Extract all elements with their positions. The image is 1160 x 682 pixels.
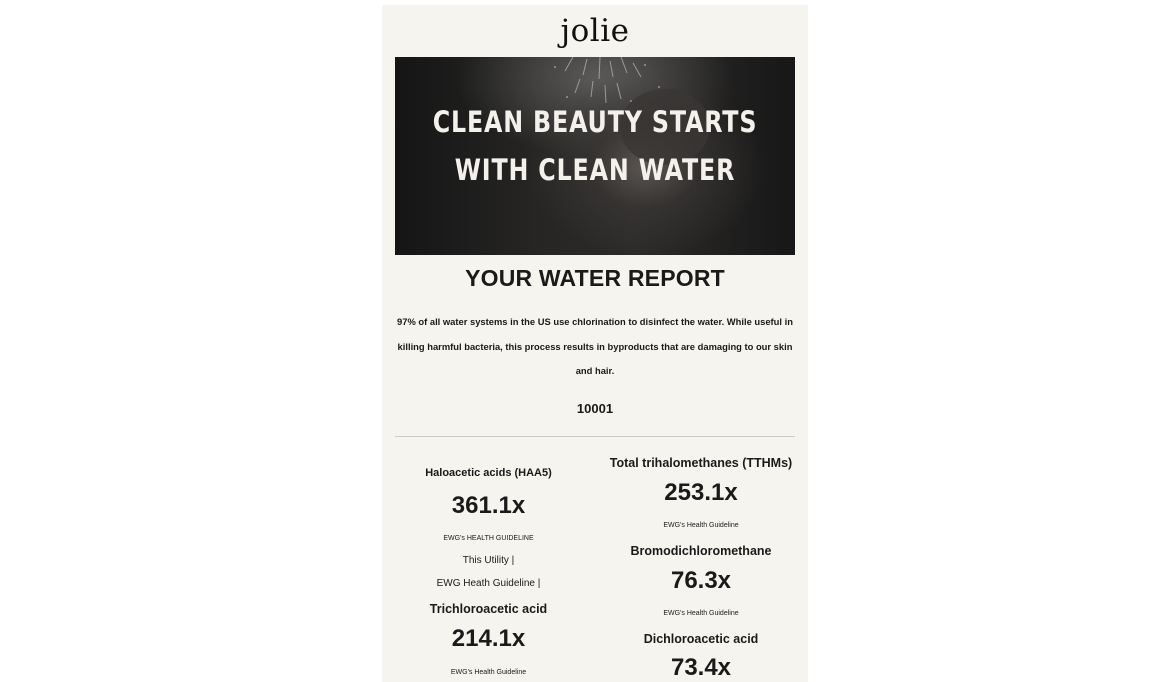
guideline-note: EWG's Health Guideline	[450, 669, 527, 676]
contaminant-value: 361.1x	[451, 492, 526, 519]
contaminant-name: Bromodichloromethane	[630, 544, 772, 558]
contaminant-name: Total trihalomethanes (TTHMs)	[609, 456, 793, 470]
page-title: YOUR WATER REPORT	[465, 265, 725, 291]
utility-label: This Utility |	[462, 555, 515, 566]
hero-headline-line2: WITH CLEAN WATER	[454, 153, 736, 187]
contaminant-name: Haloacetic acids (HAA5)	[425, 467, 552, 479]
guideline-note: EWG's Health Guideline	[663, 610, 739, 617]
guideline-note: EWG's HEALTH GUIDELINE	[443, 535, 534, 542]
guideline-note: EWG's Health Guideline	[663, 522, 739, 529]
ewg-guideline-label: EWG Heath Guideline |	[436, 578, 541, 589]
intro-line: killing harmful bacteria, this process results in byproducts that are damaging to our skin	[397, 340, 793, 352]
contaminant-column-left	[386, 5, 591, 682]
contaminant-name: Trichloroacetic acid	[429, 602, 548, 616]
contaminant-value: 76.3x	[670, 567, 732, 594]
contaminant-column-right	[598, 5, 804, 682]
contaminant-value: 73.4x	[670, 654, 732, 681]
intro-line: and hair.	[575, 365, 615, 376]
zip-code: 10001	[576, 401, 614, 416]
hero-headline-line1: CLEAN BEAUTY STARTS	[432, 105, 758, 139]
email-body	[382, 5, 808, 682]
contaminant-value: 214.1x	[451, 625, 526, 652]
brand-logo[interactable]: jolie	[560, 13, 630, 49]
intro-line: 97% of all water systems in the US use chlorination to disinfect the water. While useful in	[397, 316, 793, 327]
contaminant-name: Dichloroacetic acid	[643, 632, 759, 646]
contaminant-value: 253.1x	[664, 479, 738, 506]
